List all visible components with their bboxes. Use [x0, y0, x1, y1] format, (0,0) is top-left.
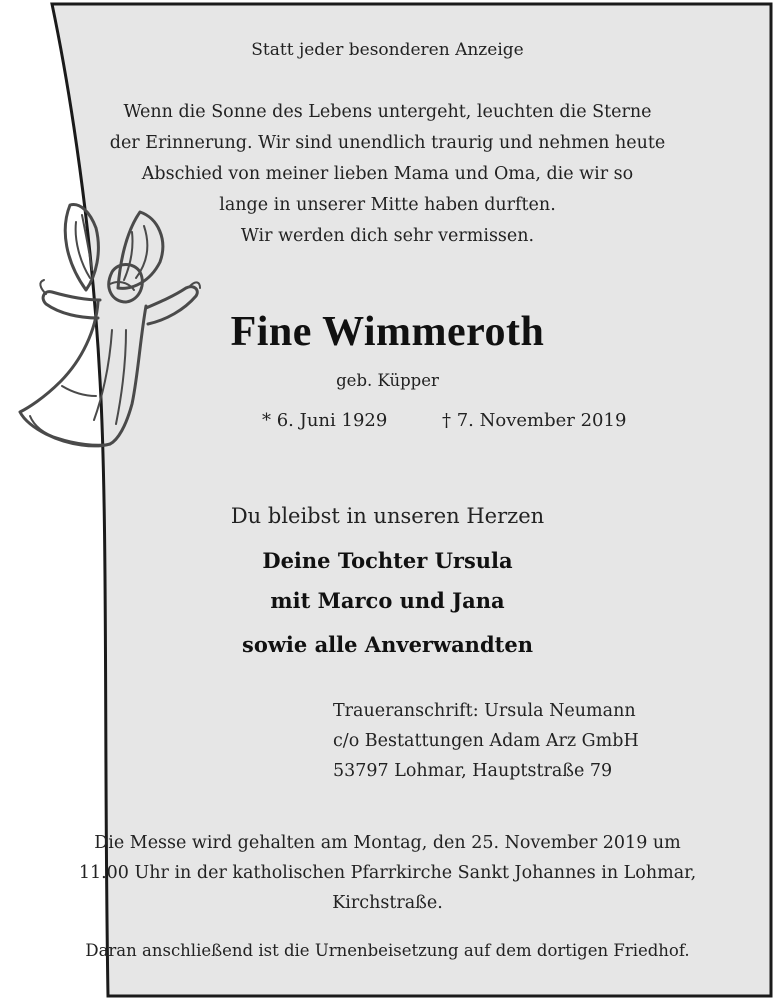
address-line-3: 53797 Lohmar, Hauptstraße 79 [333, 761, 613, 781]
deceased-name: Fine Wimmeroth [230, 309, 545, 355]
birth-date: * 6. Juni 1929 [262, 410, 388, 431]
verse-line-5: Wir werden dich sehr vermissen. [240, 226, 535, 246]
maiden-name: geb. Küpper [336, 371, 439, 390]
verse-line-4: lange in unserer Mitte haben durften. [219, 195, 556, 215]
service-line-3: Kirchstraße. [332, 893, 443, 913]
intro-line: Statt jeder besonderen Anzeige [251, 40, 524, 60]
remembrance-line: Du bleibst in unseren Herzen [230, 504, 545, 528]
verse-line-3: Abschied von meiner lieben Mama und Oma, die wir so [141, 164, 634, 184]
verse-line-1: Wenn die Sonne des Lebens untergeht, leuchten die Sterne [123, 102, 652, 122]
address-line-2: c/o Bestattungen Adam Arz GmbH [333, 731, 639, 751]
family-line-3: sowie alle Anverwandten [242, 632, 533, 657]
burial-line: Daran anschließend ist die Urnenbeisetzung auf dem dortigen Friedhof. [85, 941, 690, 960]
family-line-2: mit Marco und Jana [270, 588, 505, 613]
service-line-2: 11.00 Uhr in der katholischen Pfarrkirche Sankt Johannes in Lohmar, [78, 863, 697, 883]
family-line-1: Deine Tochter Ursula [262, 548, 513, 573]
service-line-1: Die Messe wird gehalten am Montag, den 25. November 2019 um [94, 833, 681, 853]
death-date: † 7. November 2019 [442, 410, 627, 431]
address-line-1: Traueranschrift: Ursula Neumann [333, 701, 636, 721]
verse-line-2: der Erinnerung. Wir sind unendlich traurig und nehmen heute [109, 133, 666, 153]
